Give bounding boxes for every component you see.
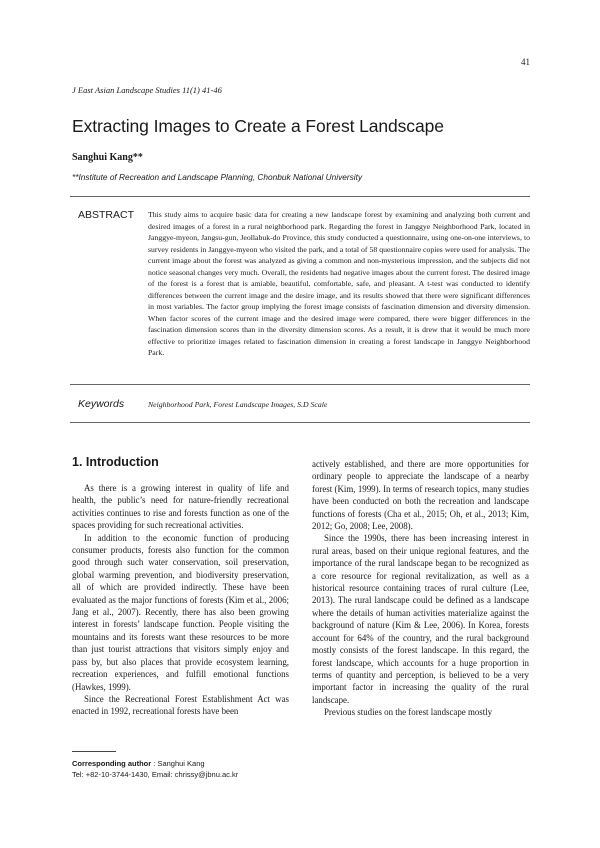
footnote — [72, 758, 238, 780]
footnote-separator: : — [151, 759, 158, 768]
body-column-left — [72, 482, 289, 718]
abstract-text: This study aims to acquire basic data for creating a new landscape forest by examining and analyzing both current and desired images of a forest in a rural neighborhood park. Regarding the forest in Janggye Neighborhood Park, located in Janggye-myeon, Jangsu-gun, Jeollabuk-do Province, this study conducted a questionnaire, using one-on-one interviews, to survey residents in Janggye-myeon who visited the park, and a total of 58 questionnaire copies were used for analysis. The current image about the forest was analyzed as giving a common and non-mysterious impression, and the subjects did not notice seasonal changes very much. Overall, the residents had negative images about the current forest. The desired image of the forest is a forest that is amiable, beautiful, comfortable, safe, and pleasant. A t-test was conducted to identify differences between the current image and the desire image, and its results showed that there were significant differences in most variables. The factor group implying the forest image consists of fascination dimension and diversity dimension. When factor scores of the current image and the desired image were compared, there were bigger differences in the fascination dimension scores than in the diversity dimension scores. As a result, it is drew that it would be much more effective to prioritize images related to fascination dimension in creating a forest landscape in Janggye Neighborhood Park. — [148, 210, 530, 357]
paper-title: Extracting Images to Create a Forest Landscape — [72, 116, 444, 136]
paragraph: In addition to the economic function of producing consumer products, forests also function for the common good through such water conservation, soil preservation, global warming prevention, and biodiversity preservation, all of which are provided indirectly. These have been evaluated as the major functions of forests (Kim et al., 2006; Jang et al., 2007). Recently, there has also been growing interest in forests’ landscape function. People visiting the mountains and its forests want these resources to be more than just tourist attractions that visitors simply enjoy and pass by, but also places that provide ecosystem learning, recreation experiences, and fulfill emotional functions (Hawkes, 1999). — [72, 532, 289, 692]
abstract-label: ABSTRACT — [78, 209, 135, 221]
divider-bottom — [70, 422, 530, 423]
keywords-text: Neighborhood Park, Forest Landscape Images, S.D Scale — [148, 400, 328, 409]
divider-top — [70, 196, 530, 197]
paragraph: Since the 1990s, there has been increasing interest in rural areas, based on their unique regional features, and the importance of the rural landscape began to be recognized as a core resource for regional revitalization, as well as a historical resource containing traces of rural culture (Lee, 2013). The rural landscape could be defined as a landscape where the details of human activities materialize against the background of nature (Kim & Lee, 2006). In Korea, forests account for 64% of the country, and the rural background mostly consists of the forest landscape. In this regard, the forest landscape, which accounts for a huge proportion in terms of quantity and perception, is believed to be a very important factor in increasing the quality of the rural landscape. — [312, 533, 529, 705]
paragraph: As there is a growing interest in quality of life and health, the public’s need for nature-friendly recreational activities continues to rise and forests function as one of the spaces providing for such recreational activities. — [72, 483, 289, 531]
corresponding-author-name: Sanghui Kang — [157, 759, 205, 768]
footnote-contact: Tel: +82-10-3744-1430, Email: chrissy@jbnu.ac.kr — [72, 770, 239, 779]
journal-reference: J East Asian Landscape Studies 11(1) 41-46 — [72, 85, 222, 95]
author-affiliation: **Institute of Recreation and Landscape Planning, Chonbuk National University — [72, 172, 363, 182]
divider-middle — [70, 384, 530, 385]
body-column-right — [312, 458, 529, 719]
keywords-label: Keywords — [78, 398, 125, 410]
paragraph-continuation: actively established, and there are more opportunities for ordinary people to appreciate the landscape of a nearby forest (Kim, 1999). In terms of research topics, many studies have been conducted on both the recreation and landscape functions of forests (Cha et al., 2015; Oh, et al., 2013; Kim, 2012; Go, 2008; Lee, 2008). — [312, 459, 529, 532]
paragraph: Since the Recreational Forest Establishment Act was enacted in 1992, recreational forests have been — [72, 693, 289, 717]
author-name: Sanghui Kang** — [72, 152, 143, 163]
footnote-author-line — [72, 758, 238, 769]
section-heading: 1. Introduction — [72, 455, 159, 469]
corresponding-author-label: Corresponding author — [72, 759, 152, 768]
footnote-divider — [72, 751, 116, 752]
paragraph: Previous studies on the forest landscape mostly — [324, 707, 493, 718]
page-number: 41 — [521, 57, 530, 67]
